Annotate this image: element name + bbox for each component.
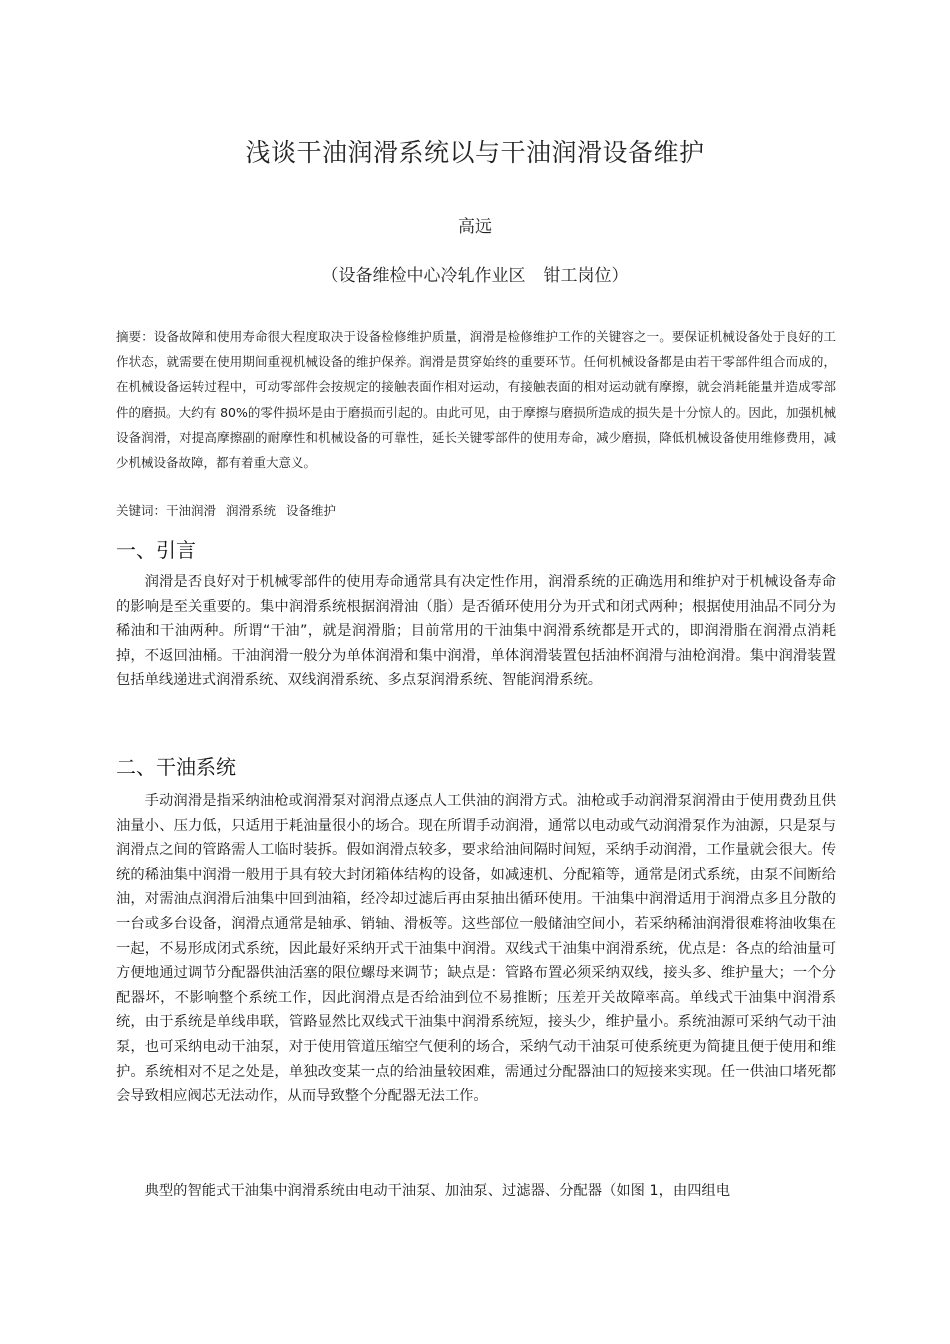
affiliation-unit: 设备维检中心冷轧作业区 (338, 266, 526, 286)
section-paragraph: 手动润滑是指采纳油枪或润滑泵对润滑点逐点人工供油的润滑方式。油枪或手动润滑泵润滑由于使用费劲且供油量小、压力低，只适用于耗油量很小的场合。现在所谓手动润滑，通常以电动或气动润滑泵作为油源，只是泵与润滑点之间的管路需人工临时装拆。假如润滑点较多，要求给油间隔时间短，采纳手动润滑，工作量就会很大。传统的稀油集中润滑一般用于具有较大封闭箱体结构的设备，如减速机、分配箱等，通常是闭式系统，由泵不间断给油，对需油点润滑后油集中回到油箱，经冷却过滤后再由泵抽出循环使用。干油集中润滑适用于润滑点多且分散的一台或多台设备，润滑点通常是轴承、销轴、滑板等。这些部位一般储油空间小，若采纳稀油润滑很难将油收集在一起，不易形成闭式系统，因此最好采纳开式干油集中润滑。双线式干油集中润滑系统，优点是：各点的给油量可方便地通过调节分配器供油活塞的限位螺母来调节；缺点是：管路布置必须采纳双线，接头多、维护量大；一个分配器坏，不影响整个系统工作，因此润滑点是否给油到位不易推断；压差开关故障率高。单线式干油集中润滑系统，由于系统是单线串联，管路显然比双线式干油集中润滑系统短，接头少，维护量小。系统油源可采纳气动干油泵，也可采纳电动干油泵，对于使用管道压缩空气便利的场合，采纳气动干油泵可使系统更为简捷且便于使用和维护。系统相对不足之处是，单独改变某一点的给油量较困难，需通过分配器油口的短接来实现。任一供油口堵死都会导致相应阀芯无法动作，从而导致整个分配器无法工作。 (116, 793, 836, 1105)
section-paragraph: 润滑是否良好对于机械零部件的使用寿命通常具有决定性作用，润滑系统的正确选用和维护对于机械设备寿命的影响是至关重要的。集中润滑系统根据润滑油（脂）是否循环使用分为开式和闭式两种；根据使用油品不同分为稀油和干油两种。所谓“干油”，就是润滑脂；目前常用的干油集中润滑系统都是开式的，即润滑脂在润滑点消耗掉，不返回油桶。干油润滑一般分为单体润滑和集中润滑，单体润滑装置包括油杯润滑与油枪润滑。集中润滑装置包括单线递进式润滑系统、双线润滑系统、多点泵润滑系统、智能润滑系统。 (116, 574, 836, 689)
paper-title: 浅谈干油润滑系统以与干油润滑设备维护 (245, 138, 705, 167)
abstract-label: 摘要： (116, 329, 154, 344)
keywords-label: 关键词： (116, 503, 167, 518)
affiliation: （设备维检中心冷轧作业区 钳工岗位） (321, 266, 629, 286)
section-paragraph: 典型的智能式干油集中润滑系统由电动干油泵、加油泵、过滤器、分配器（如图 1，由四组电 (144, 1183, 731, 1199)
section-heading-introduction: 一、引言 (116, 538, 196, 562)
author-name: 高远 (458, 217, 492, 237)
abstract (116, 324, 836, 475)
keyword-item: 润滑系统 (226, 503, 277, 518)
keywords (116, 498, 836, 523)
abstract-text: 设备故障和使用寿命很大程度取决于设备检修维护质量，润滑是检修维护工作的关键容之一。要保证机械设备处于良好的工作状态，就需要在使用期间重视机械设备的维护保养。润滑是贯穿始终的重要环节。任何机械设备都是由若干零部件组合而成的，在机械设备运转过程中，可动零部件会按规定的接触表面作相对运动，有接触表面的相对运动就有摩擦，就会消耗能量并造成零部件的磨损。大约有 80%的零件损坏是由于磨损而引起的。由此可见，由于摩擦与磨损所造成的损失是十分惊人的。因此，加强机械设备润滑，对提高摩擦副的耐摩性和机械设备的可靠性，延长关键零部件的使用寿命，减少磨损，降低机械设备使用维修费用，减少机械设备故障，都有着重大意义。 (116, 329, 836, 471)
keyword-item: 设备维护 (286, 503, 337, 518)
keyword-item: 干油润滑 (166, 503, 217, 518)
affiliation-position: 钳工岗位 (543, 266, 612, 286)
section-heading-grease-system: 二、干油系统 (116, 755, 236, 779)
